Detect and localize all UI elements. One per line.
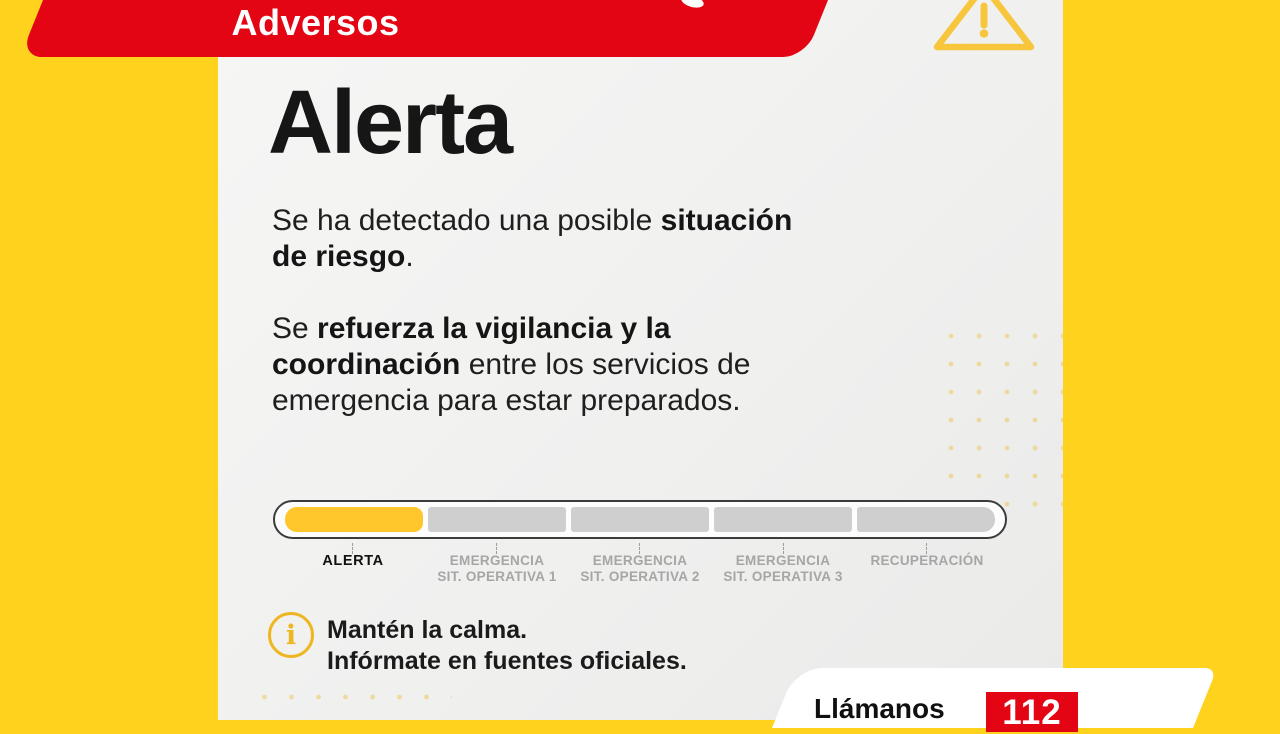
stage-label-text: SIT. OPERATIVA 3 — [723, 569, 843, 584]
advice-line-1: Mantén la calma. — [327, 616, 528, 644]
stage-label-text: EMERGENCIA — [592, 553, 688, 568]
stage-label-text: EMERGENCIA — [735, 553, 831, 568]
paragraph-risk-pre: Se ha detectado una posible — [272, 204, 661, 237]
progress-segment-emergencia-2 — [571, 507, 709, 532]
stage-label-text: SIT. OPERATIVA 1 — [437, 569, 557, 584]
paragraph-risk-bold: situación de riesgo — [272, 204, 793, 273]
stage-label-recuperacion — [839, 553, 1015, 569]
warning-triangle-icon — [928, 0, 1040, 54]
decorative-dot-grid-bottom — [240, 676, 452, 720]
phase-progress-bar — [273, 500, 1007, 539]
paragraph-coordination-post: entre los servicios de emergencia para estar preparados. — [272, 348, 751, 417]
paragraph-coordination-bold: refuerza la vigilancia y la coordinación — [272, 312, 671, 381]
call-label: Llámanos — [814, 693, 945, 724]
call-112-badge[interactable]: 112 — [986, 692, 1078, 732]
progress-segment-alerta — [285, 507, 423, 532]
paragraph-coordination-pre: Se — [272, 312, 318, 345]
stage-label-text: RECUPERACIÓN — [870, 553, 984, 568]
progress-segment-recuperacion — [857, 507, 995, 532]
advice-text — [327, 615, 747, 677]
advice-line-2: Infórmate en fuentes oficiales. — [327, 647, 687, 675]
stage-label-text: EMERGENCIA — [449, 553, 545, 568]
info-icon: i — [268, 612, 314, 658]
top-banner — [20, 0, 852, 57]
progress-segment-emergencia-1 — [428, 507, 566, 532]
paragraph-coordination — [272, 311, 832, 419]
paragraph-risk — [272, 203, 832, 275]
progress-segment-emergencia-3 — [714, 507, 852, 532]
page-title: Alerta — [268, 73, 512, 173]
stage-label-text: ALERTA — [322, 553, 384, 569]
decorative-dot-grid-right — [925, 310, 1063, 524]
paragraph-risk-post: . — [405, 240, 414, 273]
banner-title: Adversos — [231, 2, 400, 43]
stage-label-text: SIT. OPERATIVA 2 — [580, 569, 700, 584]
